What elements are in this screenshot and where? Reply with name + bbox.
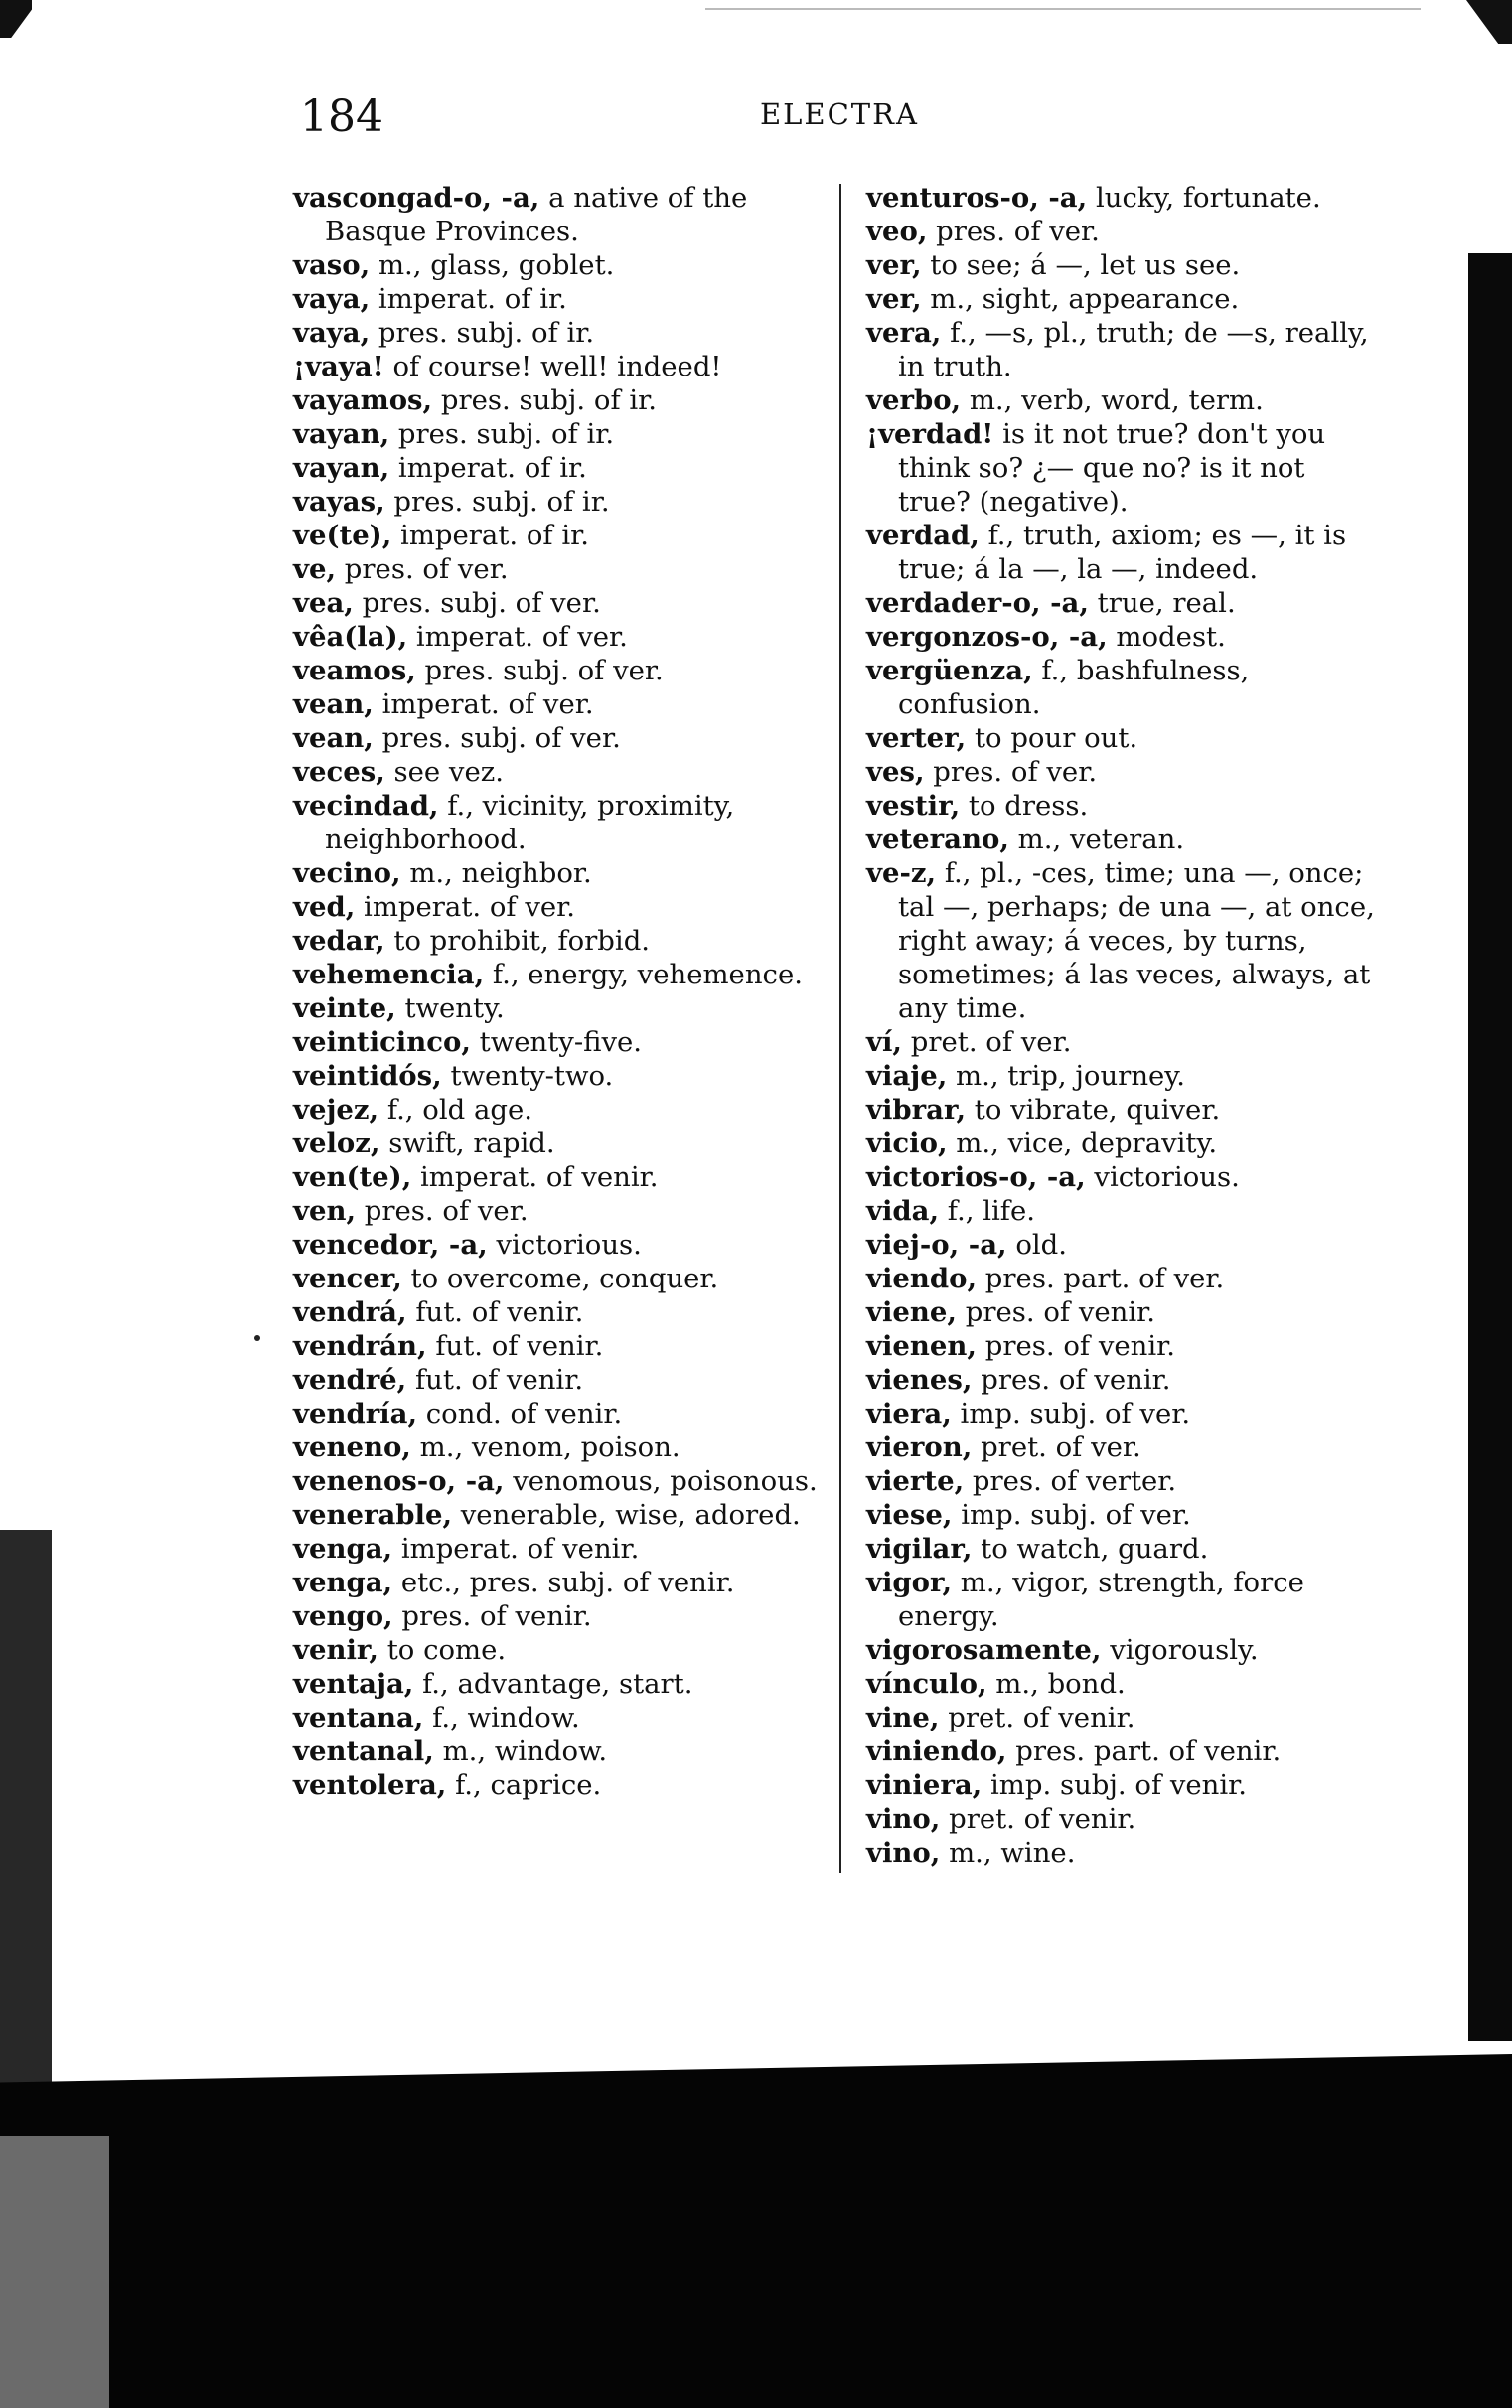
entry-headword: vine, [866, 1702, 940, 1733]
entry-definition: pres. subj. of ir. [370, 317, 595, 349]
dictionary-entry [866, 1430, 1383, 1464]
dictionary-entry [866, 248, 1383, 282]
entry-headword: vicio, [866, 1128, 948, 1159]
dictionary-entry [866, 1160, 1383, 1194]
entry-definition: imperat. of ver. [355, 891, 575, 923]
entry-headword: ví, [866, 1026, 902, 1058]
entry-headword: ve-z, [866, 857, 937, 889]
dictionary-entry [293, 417, 818, 451]
dictionary-entry [293, 924, 818, 958]
entry-definition: twenty. [395, 992, 505, 1024]
entry-definition: twenty-two. [441, 1060, 614, 1092]
dictionary-entry [293, 1363, 818, 1397]
entry-headword: verter, [866, 722, 967, 754]
dictionary-entry [293, 1768, 818, 1802]
entry-headword: ¡verdad! [866, 418, 994, 450]
entry-headword: ventana, [293, 1702, 424, 1733]
entry-headword: vestir, [866, 790, 961, 822]
entry-definition: venomous, poisonous. [504, 1465, 818, 1497]
running-title: ELECTRA [760, 97, 919, 131]
dictionary-entry [866, 1532, 1383, 1566]
entry-headword: veloz, [293, 1128, 380, 1159]
entry-headword: ven(te), [293, 1161, 412, 1193]
dictionary-entry [866, 1566, 1383, 1633]
dictionary-entry [293, 316, 818, 350]
entry-definition: true, real. [1088, 587, 1236, 619]
entry-headword: viene, [866, 1296, 957, 1328]
entry-headword: ved, [293, 891, 356, 923]
entry-headword: veo, [866, 216, 928, 247]
entry-headword: vaya, [293, 317, 371, 349]
dictionary-entry [293, 1127, 818, 1160]
entry-headword: viese, [866, 1499, 953, 1531]
entry-definition: f., energy, vehemence. [484, 959, 803, 990]
dictionary-entry [293, 1599, 818, 1633]
entry-definition: old. [1006, 1229, 1068, 1261]
entry-headword: vigor, [866, 1567, 953, 1598]
dictionary-entry [866, 1397, 1383, 1430]
page-number: 184 [300, 91, 383, 142]
entry-definition: pres. of verter. [964, 1465, 1177, 1497]
entry-headword: venenos-o, -a, [293, 1465, 505, 1497]
entry-headword: venerable, [293, 1499, 453, 1531]
dictionary-entry [866, 1295, 1383, 1329]
entry-definition: of course! well! indeed! [383, 351, 722, 382]
dictionary-entry [293, 1059, 818, 1093]
entry-definition: pres. subj. of ver. [373, 722, 621, 754]
entry-definition: imperat. of ver. [373, 688, 594, 720]
dictionary-entry [293, 890, 818, 924]
dictionary-entry [866, 181, 1383, 215]
entry-definition: imperat. of ir. [389, 452, 587, 484]
entry-definition: imperat. of ir. [370, 283, 567, 315]
entry-definition: pres. part. of ver. [977, 1263, 1225, 1294]
dictionary-entry [866, 755, 1383, 789]
dictionary-entry [866, 1701, 1383, 1734]
entry-headword: ve(te), [293, 520, 392, 551]
entry-headword: vea, [293, 587, 354, 619]
entry-definition: fut. of venir. [406, 1364, 584, 1396]
entry-headword: viera, [866, 1398, 952, 1430]
entry-headword: vera, [866, 317, 942, 349]
entry-definition: m., trip, journey. [947, 1060, 1185, 1092]
entry-headword: vínculo, [866, 1668, 987, 1700]
entry-definition: f., caprice. [446, 1769, 602, 1801]
scan-bottom-shadow [0, 2054, 1512, 2408]
dictionary-entry [293, 1701, 818, 1734]
scan-corner-mark-right [1466, 0, 1512, 44]
entry-headword: vejez, [293, 1094, 379, 1126]
dictionary-entry [866, 1262, 1383, 1295]
entry-definition: to watch, guard. [972, 1533, 1209, 1565]
entry-headword: ver, [866, 283, 922, 315]
entry-headword: vibrar, [866, 1094, 967, 1126]
entry-headword: veinte, [293, 992, 396, 1024]
entry-definition: pres. of venir. [957, 1296, 1156, 1328]
dictionary-entry [293, 1430, 818, 1464]
dictionary-entry [293, 1228, 818, 1262]
dictionary-entry [866, 789, 1383, 823]
dictionary-entry [866, 654, 1383, 721]
dictionary-entry [866, 1228, 1383, 1262]
entry-definition: f., window. [423, 1702, 580, 1733]
dictionary-entry [866, 1194, 1383, 1228]
entry-definition: fut. of venir. [426, 1330, 604, 1362]
entry-definition: pres. subj. of ir. [384, 486, 610, 518]
dictionary-entry [293, 350, 818, 383]
entry-headword: venga, [293, 1533, 393, 1565]
entry-definition: to prohibit, forbid. [384, 925, 651, 957]
dictionary-entry [293, 1633, 818, 1667]
entry-headword: ventanal, [293, 1735, 434, 1767]
dictionary-entry [293, 485, 818, 519]
dictionary-entry [866, 1667, 1383, 1701]
entry-headword: vendré, [293, 1364, 407, 1396]
dictionary-entry [293, 451, 818, 485]
entry-definition: f., vicinity, proximity, neighborhood. [325, 790, 735, 855]
entry-definition: imperat. of ir. [391, 520, 589, 551]
dictionary-entry [866, 1363, 1383, 1397]
dictionary-entry [866, 1633, 1383, 1667]
scan-bottom-left-noise [0, 2136, 109, 2408]
entry-headword: viniendo, [866, 1735, 1007, 1767]
entry-definition: imperat. of ver. [407, 621, 628, 653]
entry-headword: victorios-o, -a, [866, 1161, 1086, 1193]
entry-headword: vedar, [293, 925, 385, 957]
dictionary-entry [293, 755, 818, 789]
scan-corner-mark [0, 0, 32, 38]
entry-definition: cond. of venir. [417, 1398, 623, 1430]
dictionary-entry [293, 1566, 818, 1599]
entry-headword: vergüenza, [866, 655, 1033, 686]
entry-headword: veamos, [293, 655, 416, 686]
dictionary-entry [866, 1498, 1383, 1532]
entry-definition: victorious. [487, 1229, 642, 1261]
dictionary-entry [293, 1093, 818, 1127]
entry-definition: pret. of venir. [939, 1702, 1135, 1733]
dictionary-entry [293, 1160, 818, 1194]
entry-definition: to see; á —, let us see. [921, 249, 1241, 281]
entry-definition: etc., pres. subj. of venir. [392, 1567, 735, 1598]
entry-headword: vayan, [293, 452, 390, 484]
entry-definition: m., neighbor. [400, 857, 592, 889]
dictionary-entry [293, 383, 818, 417]
dictionary-entry [866, 823, 1383, 856]
entry-definition: m., window. [433, 1735, 608, 1767]
dictionary-entry [866, 586, 1383, 620]
entry-definition: is it not true? don't you think so? ¿— que no? is it not true? (negative). [898, 418, 1326, 518]
entry-headword: vendrá, [293, 1296, 407, 1328]
dictionary-entry [293, 1532, 818, 1566]
entry-definition: pres. subj. of ir. [432, 384, 658, 416]
entry-headword: vieron, [866, 1431, 973, 1463]
entry-headword: ven, [293, 1195, 357, 1227]
entry-definition: m., veteran. [1008, 824, 1185, 855]
entry-definition: f., advantage, start. [413, 1668, 693, 1700]
left-column [293, 181, 818, 1802]
dictionary-entry [866, 417, 1383, 519]
entry-headword: vean, [293, 722, 374, 754]
entry-headword: viniera, [866, 1769, 983, 1801]
entry-definition: pres. of ver. [924, 756, 1098, 788]
entry-definition: pres. of ver. [927, 216, 1100, 247]
entry-headword: verdad, [866, 520, 980, 551]
entry-definition: victorious. [1085, 1161, 1240, 1193]
entry-definition: f., old age. [378, 1094, 533, 1126]
dictionary-entry [293, 789, 818, 856]
entry-headword: vaso, [293, 249, 371, 281]
dictionary-entry [866, 620, 1383, 654]
entry-definition: pret. of ver. [972, 1431, 1141, 1463]
dictionary-entry [293, 958, 818, 991]
entry-definition: m., vigor, strength, force energy. [898, 1567, 1304, 1632]
entry-definition: lucky, fortunate. [1087, 182, 1321, 214]
dictionary-entry [866, 856, 1383, 1025]
entry-headword: vecindad, [293, 790, 439, 822]
entry-headword: vayamos, [293, 384, 433, 416]
entry-definition: f., bashfulness, confusion. [898, 655, 1250, 720]
dictionary-entry [293, 1194, 818, 1228]
dictionary-entry [293, 552, 818, 586]
entry-headword: ver, [866, 249, 922, 281]
entry-headword: vean, [293, 688, 374, 720]
entry-definition: f., —s, pl., truth; de —s, really, in truth. [898, 317, 1369, 382]
entry-headword: ventolera, [293, 1769, 447, 1801]
entry-definition: pret. of ver. [902, 1026, 1072, 1058]
dictionary-entry [293, 586, 818, 620]
dictionary-entry [866, 1768, 1383, 1802]
entry-definition: imp. subj. of venir. [982, 1769, 1248, 1801]
entry-headword: verbo, [866, 384, 962, 416]
entry-definition: pres. part. of venir. [1006, 1735, 1282, 1767]
entry-definition: to pour out. [966, 722, 1138, 754]
entry-definition: f., pl., -ces, time; una —, once; tal —, perhaps; de una —, at once, right away; á veces, by turns, sometimes; á las veces, always, at any time. [898, 857, 1375, 1024]
entry-headword: vecino, [293, 857, 401, 889]
dictionary-entry [866, 383, 1383, 417]
dictionary-entry [293, 282, 818, 316]
entry-definition: imp. subj. of ver. [951, 1398, 1191, 1430]
entry-headword: veneno, [293, 1431, 411, 1463]
entry-headword: vascongad-o, -a, [293, 182, 540, 214]
dictionary-entry [293, 991, 818, 1025]
dictionary-entry [866, 1734, 1383, 1768]
entry-definition: m., sight, appearance. [921, 283, 1240, 315]
entry-definition: pres. subj. of ver. [415, 655, 664, 686]
entry-headword: vino, [866, 1803, 941, 1835]
entry-definition: imperat. of venir. [411, 1161, 659, 1193]
dictionary-entry [293, 1025, 818, 1059]
entry-headword: vigilar, [866, 1533, 973, 1565]
entry-headword: vencer, [293, 1263, 402, 1294]
entry-headword: vigorosamente, [866, 1634, 1102, 1666]
entry-headword: vierte, [866, 1465, 965, 1497]
entry-definition: pres. subj. of ir. [389, 418, 615, 450]
entry-definition: pres. of venir. [972, 1364, 1171, 1396]
dictionary-entry [866, 1127, 1383, 1160]
dictionary-entry [293, 687, 818, 721]
entry-definition: f., truth, axiom; es —, it is true; á la —, la —, indeed. [898, 520, 1347, 585]
entry-headword: ve, [293, 553, 337, 585]
dictionary-entry [866, 282, 1383, 316]
entry-definition: pres. of ver. [356, 1195, 529, 1227]
entry-headword: veces, [293, 756, 385, 788]
dictionary-entry [293, 1667, 818, 1701]
entry-definition: venerable, wise, adored. [452, 1499, 801, 1531]
dictionary-entry [293, 1262, 818, 1295]
dictionary-entry [293, 181, 818, 248]
scan-top-edge [705, 8, 1421, 10]
dictionary-entry [866, 1329, 1383, 1363]
dictionary-entry [866, 1093, 1383, 1127]
dictionary-entry [293, 1295, 818, 1329]
dictionary-entry [866, 316, 1383, 383]
entry-definition: vigorously. [1101, 1634, 1259, 1666]
stray-ink-dot [254, 1335, 260, 1341]
dictionary-entry [293, 1498, 818, 1532]
entry-definition: pres. of venir. [976, 1330, 1176, 1362]
entry-definition: pres. of ver. [336, 553, 509, 585]
dictionary-entry [293, 620, 818, 654]
dictionary-entry [866, 1802, 1383, 1836]
entry-headword: vaya, [293, 283, 371, 315]
entry-headword: vienen, [866, 1330, 977, 1362]
entry-definition: pres. of venir. [392, 1600, 592, 1632]
entry-definition: modest. [1107, 621, 1226, 653]
entry-definition: m., vice, depravity. [947, 1128, 1218, 1159]
dictionary-entry [866, 1025, 1383, 1059]
entry-definition: a native of the Basque Provinces. [325, 182, 748, 247]
entry-definition: m., bond. [986, 1668, 1126, 1700]
entry-headword: veintidós, [293, 1060, 442, 1092]
entry-definition: m., verb, word, term. [961, 384, 1264, 416]
dictionary-entry [293, 248, 818, 282]
entry-definition: to dress. [960, 790, 1089, 822]
entry-headword: viej-o, -a, [866, 1229, 1007, 1261]
right-column [866, 181, 1383, 1870]
entry-headword: ventaja, [293, 1668, 414, 1700]
entry-headword: vencedor, -a, [293, 1229, 488, 1261]
dictionary-entry [866, 1059, 1383, 1093]
entry-definition: fut. of venir. [406, 1296, 584, 1328]
entry-headword: vehemencia, [293, 959, 485, 990]
dictionary-entry [293, 654, 818, 687]
dictionary-entry [293, 1464, 818, 1498]
column-divider [839, 184, 841, 1873]
entry-definition: f., life. [939, 1195, 1035, 1227]
dictionary-entry [293, 856, 818, 890]
dictionary-entry [866, 1836, 1383, 1870]
dictionary-entry [866, 519, 1383, 586]
entry-definition: see vez. [384, 756, 504, 788]
entry-headword: ¡vaya! [293, 351, 384, 382]
entry-definition: m., venom, poison. [410, 1431, 680, 1463]
entry-definition: swift, rapid. [379, 1128, 555, 1159]
dictionary-entry [866, 721, 1383, 755]
dictionary-entry [866, 215, 1383, 248]
entry-headword: verdader-o, -a, [866, 587, 1089, 619]
entry-headword: vienes, [866, 1364, 973, 1396]
entry-definition: to vibrate, quiver. [966, 1094, 1221, 1126]
entry-headword: vergonzos-o, -a, [866, 621, 1108, 653]
entry-definition: pres. subj. of ver. [353, 587, 601, 619]
dictionary-entry [866, 1464, 1383, 1498]
entry-headword: vendrán, [293, 1330, 427, 1362]
entry-definition: twenty-five. [470, 1026, 643, 1058]
scan-right-edge-shadow [1468, 253, 1512, 2041]
entry-headword: vêa(la), [293, 621, 408, 653]
entry-definition: to overcome, conquer. [401, 1263, 719, 1294]
entry-definition: to come. [378, 1634, 507, 1666]
entry-definition: imp. subj. of ver. [952, 1499, 1191, 1531]
entry-headword: venturos-o, -a, [866, 182, 1088, 214]
dictionary-entry [293, 721, 818, 755]
entry-headword: viendo, [866, 1263, 978, 1294]
entry-headword: vengo, [293, 1600, 393, 1632]
entry-headword: venir, [293, 1634, 378, 1666]
entry-definition: m., glass, goblet. [370, 249, 615, 281]
entry-headword: vayan, [293, 418, 390, 450]
dictionary-entry [293, 1397, 818, 1430]
entry-headword: ves, [866, 756, 925, 788]
entry-headword: veinticinco, [293, 1026, 471, 1058]
entry-headword: viaje, [866, 1060, 948, 1092]
entry-definition: m., wine. [940, 1837, 1076, 1869]
entry-headword: vayas, [293, 486, 385, 518]
dictionary-entry [293, 1734, 818, 1768]
entry-definition: pret. of venir. [940, 1803, 1136, 1835]
entry-definition: imperat. of venir. [392, 1533, 640, 1565]
entry-headword: venga, [293, 1567, 393, 1598]
dictionary-entry [293, 1329, 818, 1363]
entry-headword: vendría, [293, 1398, 418, 1430]
entry-headword: vino, [866, 1837, 941, 1869]
entry-headword: vida, [866, 1195, 940, 1227]
entry-headword: veterano, [866, 824, 1009, 855]
dictionary-entry [293, 519, 818, 552]
